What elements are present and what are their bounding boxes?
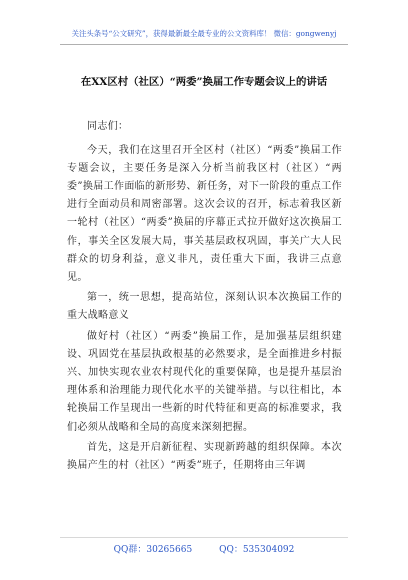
footer-qq-group: QQ群：30265665 bbox=[113, 545, 193, 555]
section-heading-paragraph: 第一，统一思想，提高站位，深刻认识本次换届工作的重大战略意义 bbox=[67, 292, 342, 322]
footer-qq: QQ：535304092 bbox=[219, 545, 295, 555]
footer-divider bbox=[60, 537, 348, 538]
document-title: 在XX区村（社区）“两委”换届工作专题会议上的讲话 bbox=[80, 76, 328, 88]
document-body bbox=[67, 118, 342, 478]
body-paragraph: 首先，这是开启新征程、实现新跨越的组织保障。本次换届产生的村（社区）“两委”班子，任期将由三年调 bbox=[67, 442, 342, 472]
footer bbox=[0, 542, 408, 555]
greeting-paragraph: 同志们： bbox=[87, 121, 129, 132]
header-divider bbox=[60, 44, 348, 45]
body-paragraph: 今天，我们在这里召开全区村（社区）“两委”换届工作专题会议，主要任务是深入分析当前我区村（社区）“两委”换届工作面临的新形势、新任务，对下一阶段的重点工作进行全面动员和周密部署。这次会议的召开，标志着我区新一轮村（社区）“两委”换届的序幕正式拉开做好这次换届工作，事关全区发展大局，事关基层政权巩固，事关广大人民群众的切身利益，意义非凡，责任重大下面，我讲三点意见。 bbox=[67, 145, 342, 283]
body-paragraph: 做好村（社区）“两委”换届工作，是加强基层组织建设、巩固党在基层执政根基的必然要求，是全面推进乡村振兴、加快实现农业农村现代化的重要保障，也是提升基层治理体系和治理能力现代化水平的关键举措。与以往相比，本轮换届工作呈现出一些新的时代特征和更高的标准要求，我们必须从战略和全局的高度来深刻把握。 bbox=[67, 331, 342, 433]
header-notice: 关注头条号“公文研究”，获得最新最全最专业的公文资料库！ 微信：gongwenyj bbox=[71, 29, 337, 38]
